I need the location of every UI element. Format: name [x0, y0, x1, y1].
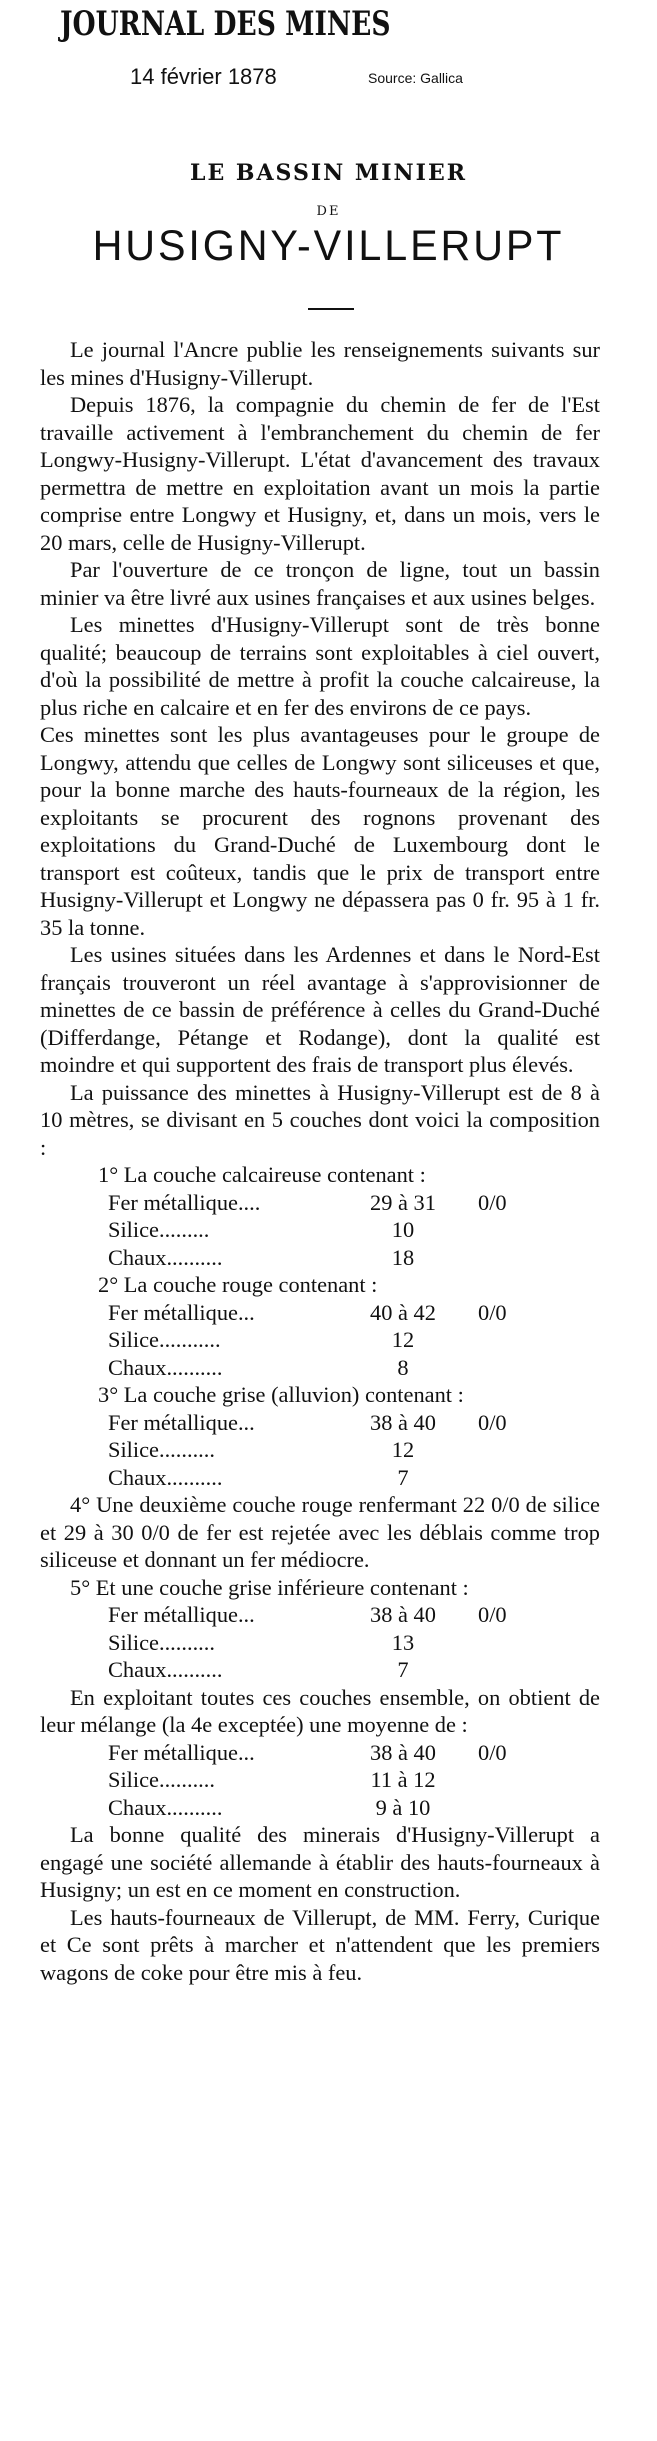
- component-value: 12: [391, 1327, 415, 1352]
- paragraph-4: Ces minettes sont les plus avantageuses pour le groupe de Longwy, attendu que celles de Longwy sont siliceuses et que, pour la bonne marche des hauts-fourneaux de la région, les exploitants se procurent des rognons provenant des exploitations du Grand-Duché de Luxembourg dont le transport est coûteux, tandis que le prix de transport entre Husigny-Villerupt et Longwy ne dépassera pas 0 fr. 95 à 1 fr. 35 la tonne.: [40, 722, 600, 940]
- component-label: Fer métallique...: [108, 1409, 255, 1435]
- composition-row: [108, 1436, 538, 1464]
- layer-3-composition: [108, 1409, 538, 1492]
- composition-row: [108, 1794, 538, 1822]
- publication-date: 14 février 1878: [130, 64, 277, 89]
- paragraph-10: La bonne qualité des minerais d'Husigny-Villerupt a engagé une société allemande à établir des hauts-fourneaux à Husigny; un est en ce moment en construction.: [40, 1822, 600, 1902]
- component-label: Chaux..........: [108, 1657, 223, 1682]
- layer-2-composition: [108, 1299, 538, 1382]
- paragraph-6: La puissance des minettes à Husigny-Villerupt est de 8 à 10 mètres, se divisant en 5 couches dont voici la composition :: [40, 1079, 600, 1160]
- composition-row: [108, 1326, 538, 1354]
- component-value: 7: [397, 1464, 409, 1490]
- composition-row: [108, 1409, 538, 1437]
- component-value: 12: [391, 1437, 415, 1462]
- component-label: Silice...........: [108, 1327, 221, 1352]
- layer-5-composition: [108, 1601, 538, 1684]
- composition-row: [108, 1656, 538, 1684]
- component-unit: [478, 1436, 538, 1464]
- component-unit: [478, 1794, 538, 1822]
- composition-row: [108, 1766, 538, 1794]
- component-unit: 0/0: [478, 1739, 507, 1765]
- component-unit: [478, 1766, 538, 1794]
- component-value: 9 à 10: [375, 1794, 431, 1820]
- component-label: Chaux..........: [108, 1244, 223, 1270]
- composition-row: [108, 1299, 538, 1327]
- composition-row: [108, 1354, 538, 1382]
- component-value: 40 à 42: [370, 1299, 436, 1325]
- paragraph-7: 4° Une deuxième couche rouge renfermant 22 0/0 de silice et 29 à 30 0/0 de fer est rejetée avec les déblais comme trop siliceuse et donnant un fer médiocre.: [40, 1492, 600, 1572]
- component-value: 29 à 31: [370, 1189, 436, 1215]
- component-label: Chaux..........: [108, 1464, 223, 1490]
- component-value: 38 à 40: [370, 1739, 436, 1765]
- paragraph-3: Les minettes d'Husigny-Villerupt sont de très bonne qualité; beaucoup de terrains sont exploitables à ciel ouvert, d'où la possibilité de mettre à profit la couche calcaireuse, la plus riche en calcaire et en fer des environs de ce pays.: [40, 612, 600, 720]
- composition-row: [108, 1216, 538, 1244]
- source-credit: Source: Gallica: [368, 70, 463, 86]
- component-label: Fer métallique...: [108, 1739, 255, 1765]
- composition-row: [108, 1464, 538, 1492]
- paragraph-intro: Le journal l'Ancre publie les renseignements suivants sur les mines d'Husigny-Villerupt.: [40, 337, 600, 390]
- component-unit: [478, 1629, 538, 1657]
- article-body: [40, 336, 600, 1986]
- component-unit: [478, 1244, 538, 1272]
- layer-1-composition: [108, 1189, 538, 1272]
- layer-3-heading: 3° La couche grise (alluvion) contenant :: [98, 1382, 464, 1407]
- component-label: Chaux..........: [108, 1794, 223, 1820]
- component-label: Silice..........: [108, 1629, 215, 1655]
- component-label: Silice..........: [108, 1767, 215, 1792]
- composition-row: [108, 1189, 538, 1217]
- paragraph-1: Depuis 1876, la compagnie du chemin de fer de l'Est travaille activement à l'embranchement du chemin de fer Longwy-Husigny-Villerupt. L'état d'avancement des travaux permettra de mettre en exploitation avant un mois la partie comprise entre Longwy et Husigny, et, dans un mois, vers le 20 mars, celle de Husigny-Villerupt.: [40, 392, 600, 555]
- component-unit: 0/0: [478, 1299, 507, 1325]
- component-value: 38 à 40: [370, 1602, 436, 1627]
- title-divider: [308, 308, 354, 310]
- composition-row: [108, 1244, 538, 1272]
- composition-row: [108, 1739, 538, 1767]
- component-value: 13: [391, 1629, 415, 1655]
- paragraph-2: Par l'ouverture de ce tronçon de ligne, tout un bassin minier va être livré aux usines françaises et aux usines belges.: [40, 557, 600, 610]
- paragraph-5: Les usines situées dans les Ardennes et dans le Nord-Est français trouveront un réel avantage à s'approvisionner de minettes de ce bassin de préférence à celles du Grand-Duché (Differdange, Pétange et Rodange), dont la qualité est moindre et qui supportent des frais de transport plus élevés.: [40, 942, 600, 1077]
- component-unit: 0/0: [478, 1602, 507, 1627]
- component-label: Chaux..........: [108, 1354, 223, 1380]
- layer-2-heading: 2° La couche rouge contenant :: [98, 1272, 378, 1297]
- component-label: Fer métallique...: [108, 1602, 255, 1627]
- average-composition: [108, 1739, 538, 1822]
- paragraph-11: Les hauts-fourneaux de Villerupt, de MM. Ferry, Curique et Ce sont prêts à marcher et n'attendent que les premiers wagons de coke pour être mis à feu.: [40, 1904, 600, 1985]
- component-value: 8: [397, 1354, 409, 1380]
- component-unit: 0/0: [478, 1409, 507, 1435]
- paragraph-9: En exploitant toutes ces couches ensemble, on obtient de leur mélange (la 4e exceptée) une moyenne de :: [40, 1684, 600, 1737]
- component-label: Fer métallique....: [108, 1189, 261, 1215]
- masthead: [0, 0, 657, 110]
- component-label: Silice..........: [108, 1437, 215, 1462]
- component-unit: [478, 1216, 538, 1244]
- component-unit: [478, 1354, 538, 1382]
- article-kicker: LE BASSIN MINIER: [189, 160, 467, 186]
- composition-row: [108, 1629, 538, 1657]
- component-value: 18: [391, 1244, 415, 1270]
- composition-row: [108, 1601, 538, 1629]
- component-value: 10: [391, 1217, 415, 1242]
- journal-title: JOURNAL DES MINES: [60, 4, 391, 44]
- article-title: HUSIGNY-VILLERUPT: [92, 222, 565, 270]
- component-label: Silice.........: [108, 1217, 210, 1242]
- component-label: Fer métallique...: [108, 1299, 255, 1325]
- component-unit: [478, 1464, 538, 1492]
- component-unit: 0/0: [478, 1189, 507, 1215]
- paragraph-8: 5° Et une couche grise inférieure contenant :: [70, 1574, 469, 1600]
- component-value: 11 à 12: [370, 1767, 436, 1792]
- component-unit: [478, 1656, 538, 1684]
- component-unit: [478, 1326, 538, 1354]
- article-connector: DE: [316, 204, 341, 219]
- component-value: 7: [397, 1657, 409, 1682]
- component-value: 38 à 40: [370, 1409, 436, 1435]
- layer-1-heading: 1° La couche calcaireuse contenant :: [98, 1162, 426, 1187]
